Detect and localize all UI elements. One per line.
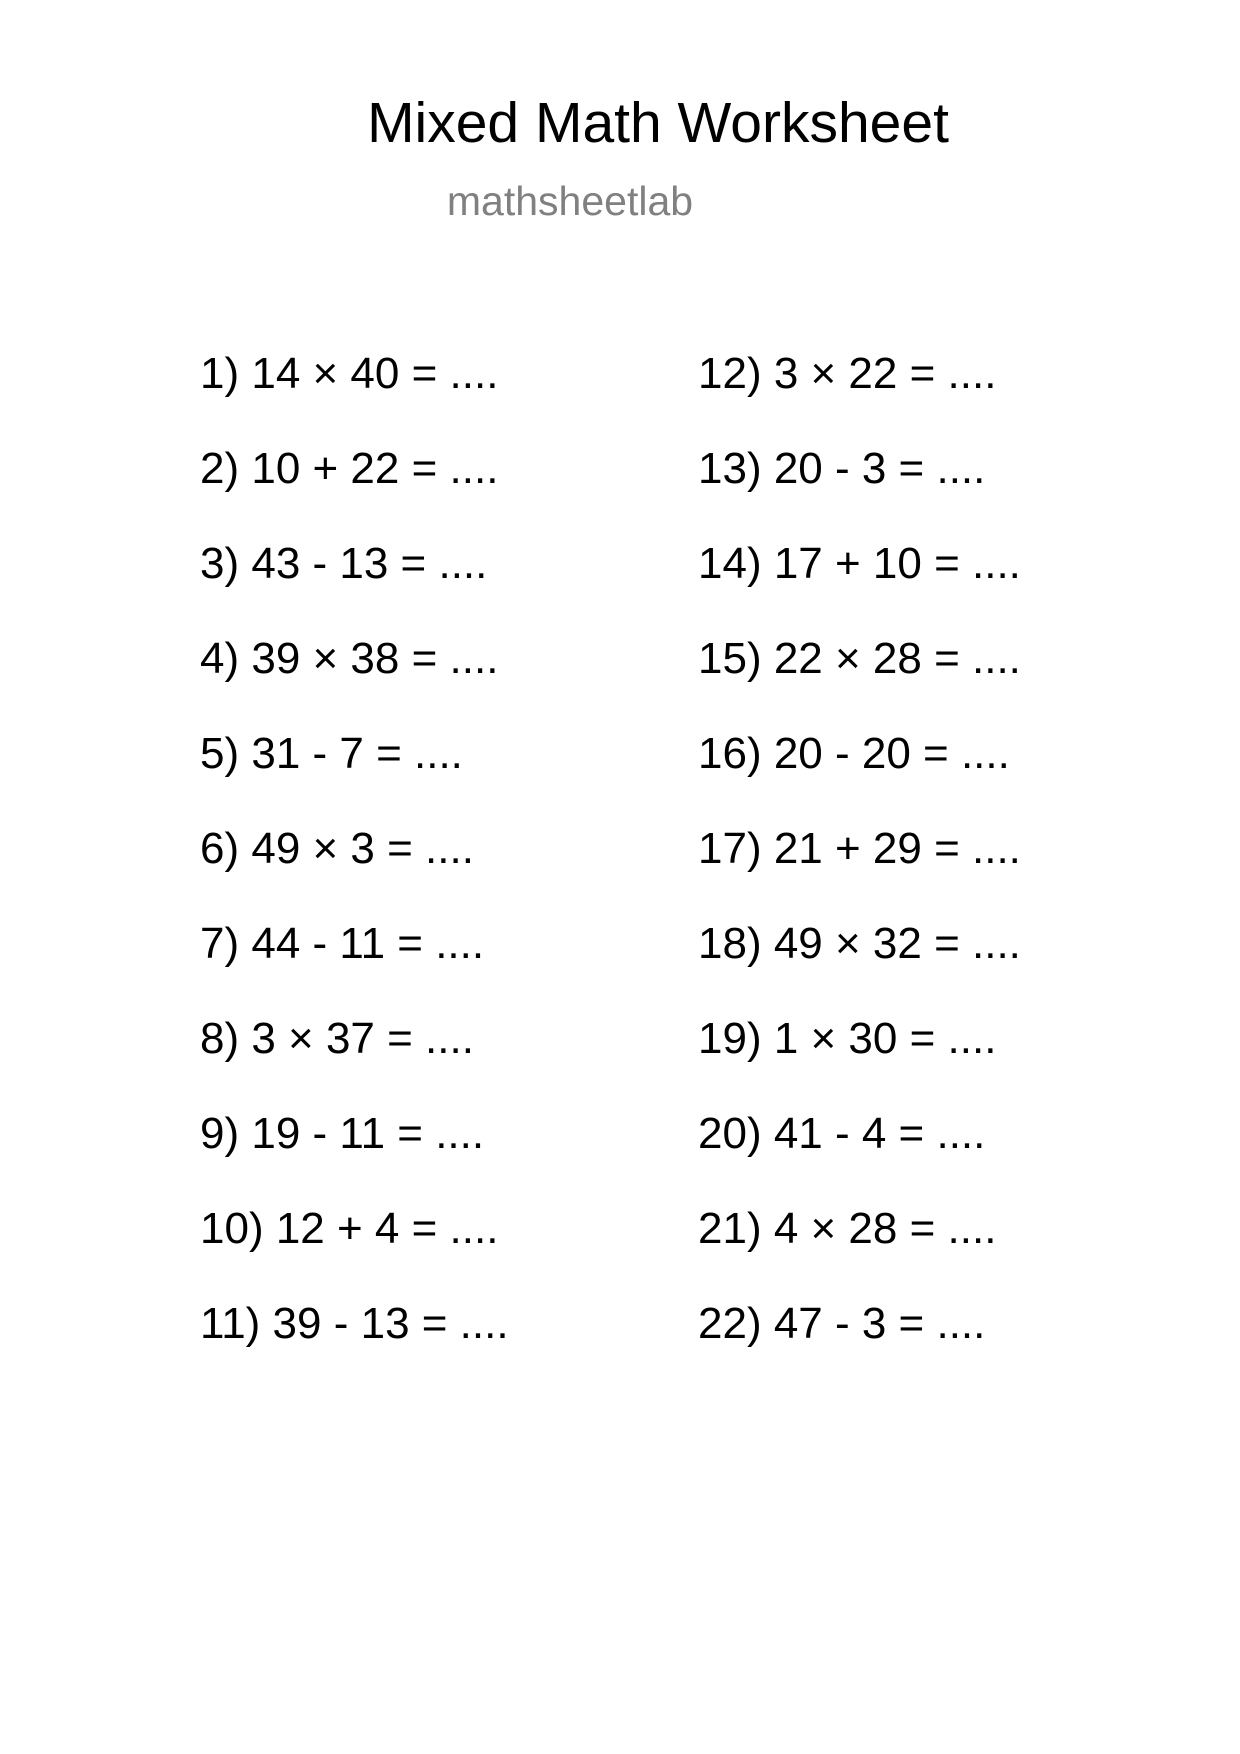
problems-column-left [200, 349, 509, 1397]
problem-item: 12) 3 × 22 = .... [698, 349, 997, 398]
problem-item: 21) 4 × 28 = .... [698, 1204, 997, 1253]
problem-item: 13) 20 - 3 = .... [698, 444, 986, 493]
problem-item: 2) 10 + 22 = .... [200, 444, 499, 493]
worksheet-title: Mixed Math Worksheet [367, 91, 949, 155]
problem-item: 15) 22 × 28 = .... [698, 634, 1021, 683]
problem-item: 7) 44 - 11 = .... [200, 919, 485, 968]
problem-item: 6) 49 × 3 = .... [200, 824, 474, 873]
problem-item: 5) 31 - 7 = .... [200, 729, 463, 778]
problem-item: 1) 14 × 40 = .... [200, 349, 499, 398]
problem-item: 20) 41 - 4 = .... [698, 1109, 986, 1158]
problem-item: 11) 39 - 13 = .... [200, 1299, 509, 1348]
problem-item: 4) 39 × 38 = .... [200, 634, 499, 683]
problem-item: 10) 12 + 4 = .... [200, 1204, 499, 1253]
problem-item: 3) 43 - 13 = .... [200, 539, 488, 588]
problem-item: 14) 17 + 10 = .... [698, 539, 1021, 588]
problem-item: 18) 49 × 32 = .... [698, 919, 1021, 968]
problem-item: 17) 21 + 29 = .... [698, 824, 1021, 873]
problem-item: 16) 20 - 20 = .... [698, 729, 1010, 778]
problem-item: 8) 3 × 37 = .... [200, 1014, 474, 1063]
problems-column-right [698, 349, 1021, 1397]
worksheet-subtitle: mathsheetlab [446, 178, 694, 224]
problem-item: 22) 47 - 3 = .... [698, 1299, 986, 1348]
problem-item: 19) 1 × 30 = .... [698, 1014, 997, 1063]
problem-item: 9) 19 - 11 = .... [200, 1109, 485, 1158]
